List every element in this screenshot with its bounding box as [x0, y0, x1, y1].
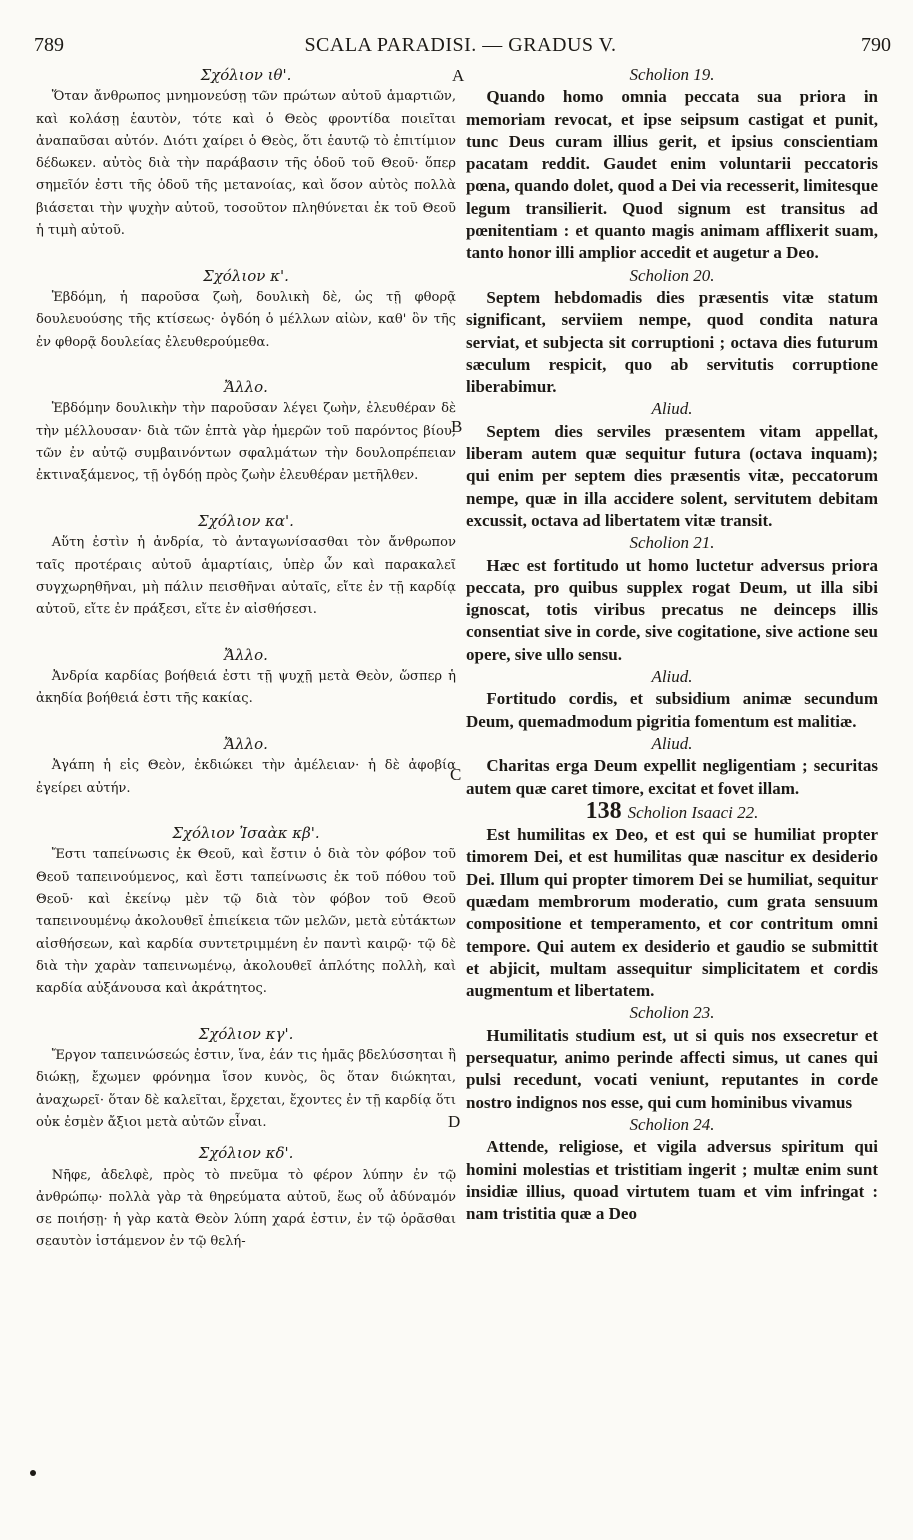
- latin-paragraph: Septem hebdomadis dies præsentis vitæ statum significant, serviiem nempe, quod condita natura serviat, et subjecta sit corruptioni ; octava dies futurum sæculum respicit, quo ab servitutis corruptione liberabimur.: [466, 287, 878, 397]
- latin-paragraph: Fortitudo cordis, et subsidium animæ secundum Deum, quemadmodum pigritia fomentum est malitiæ.: [466, 689, 878, 731]
- greek-heading: Σχόλιον κ'.: [203, 266, 289, 285]
- greek-heading: Σχόλιον ιθ'.: [200, 66, 292, 84]
- section-marker-b: B: [451, 417, 463, 436]
- greek-heading: Ἄλλο.: [224, 734, 268, 753]
- latin-heading: Scholion 19.: [629, 65, 715, 84]
- latin-heading: Scholion 20.: [629, 265, 715, 285]
- latin-paragraph: Septem dies serviles præsentem vitam appellat, liberam autem quæ sequitur futura (octava inquam); qui enim per septem dies præsentis vitæ, peccatorum nempe, quæ in illa accidere solent, servitutem debitam excussit, octava ad libertatem vitæ transit.: [466, 421, 878, 530]
- greek-paragraph: Ἑβδόμη, ἡ παροῦσα ζωὴ, δουλικὴ δὲ, ὡς τῇ φθορᾷ δουλευούσης τῆς κτίσεως· ὀγδόη ὁ μέλλων αἰὼν, καθ' ὃν τῆς ἐν φθορᾷ δουλείας ἐλευθερούμεθα.: [36, 289, 456, 350]
- bottom-dot: [30, 1470, 36, 1476]
- latin-paragraph: Humilitatis studium est, ut si quis nos exsecretur et persequatur, animo perinde affecti simus, ut canes qui pulsi recedunt, vocati veniunt, reputantes in corde nostro indignos nos esse, qui cum hominibus vivamus: [466, 1025, 878, 1112]
- greek-aliud-1: [36, 376, 456, 487]
- latin-heading: Scholion 21.: [629, 533, 715, 553]
- greek-heading: Σχόλιον κδ'.: [198, 1144, 294, 1163]
- section-marker-a: A: [452, 66, 465, 85]
- greek-paragraph: Ἔργον ταπεινώσεώς ἐστιν, ἵνα, ἐάν τις ἡμᾶς βδελύσσηται ἢ διώκῃ, ἔχωμεν φρόνημα ἴσον κυνὸς, ὃς ὅταν διώκηται, ἀναχωρεῖ· ὅταν δὲ καλεῖται, ἔρχεται, ἔχοντες ἐν τῇ καρδίᾳ ὅτι οὐκ ἐσμὲν ἄξιοι μετὰ αὐτῶν εἶναι.: [36, 1048, 456, 1130]
- latin-scholion-23: [466, 1002, 878, 1113]
- greek-scholion-20: [36, 265, 456, 354]
- latin-heading: Scholion 24.: [629, 1114, 715, 1134]
- greek-paragraph: Ὅταν ἄνθρωπος μνημονεύσῃ τῶν πρώτων αὐτοῦ ἁμαρτιῶν, καὶ κολάσῃ ἑαυτὸν, τότε καὶ ὁ Θεὸς φροντίδα ποιεῖται ἀναπαῦσαι αὐτόν. Διότι χαίρει ὁ Θεὸς, ὅτι ἑαυτῷ τὸ ἐπιτίμιον δέδωκεν. αὐτὸς διὰ τὴν παράβασιν τῆς ὁδοῦ τοῦ Θεοῦ· ὅπερ σημεῖόν ἐστι τῆς ὁδοῦ τῆς μετανοίας, καὶ ὅσον αὐτὸς πολλὰ βιάσεται τὴν ψυχὴν αὐτοῦ, τοσοῦτον πληθύνεται ἐκ τοῦ Θεοῦ ἡ τιμὴ αὐτοῦ.: [36, 89, 456, 239]
- latin-scholion-19: [466, 64, 878, 265]
- latin-aliud-1: [466, 398, 878, 532]
- latin-paragraph: Quando homo omnia peccata sua priora in memoriam revocat, et ipse seipsum castigat et punit, tunc Deus curam illius gerit, et ipsius conscientiam pacatam reddit. Gaudet enim voluntarii peccatoris pœna, quando dolet, quod a Dei via recesserit, limitesque legum transilierit. Quod signum est transitus ad pœnitentiam : et quanto magis animam afflixerit suam, tanto honor illi amplior accedit et augetur a Deo.: [466, 87, 878, 263]
- section-marker-d: D: [448, 1112, 461, 1131]
- latin-scholion-22: [466, 797, 878, 1003]
- greek-column: [36, 64, 456, 1254]
- greek-heading: Σχόλιον κα'.: [198, 511, 294, 530]
- latin-aliud-3: [466, 733, 878, 800]
- greek-scholion-21: [36, 510, 456, 621]
- page-number-right: 790: [861, 34, 891, 56]
- greek-scholion-24: [36, 1142, 456, 1253]
- greek-paragraph: Αὕτη ἐστὶν ἡ ἀνδρία, τὸ ἀνταγωνίσασθαι τὸν ἄνθρωπον ταῖς προτέραις αὐτοῦ ἁμαρτίαις, ὑπὲρ ὧν καὶ παρακαλεῖ συγχωρηθῆναι, μὴ πάλιν πεισθῆναι αὐταῖς, εἴτε ἐν τῇ καρδίᾳ αὐτοῦ, εἴτε ἐν πράξεσι, εἴτε ἐν αἰσθήσεσι.: [36, 535, 456, 618]
- greek-heading: Ἄλλο.: [224, 378, 268, 397]
- running-title: SCALA PARADISI. — GRADUS V.: [304, 34, 617, 56]
- running-header: [30, 30, 891, 64]
- latin-scholion-24: [466, 1114, 878, 1225]
- latin-paragraph: Est humilitas ex Deo, et est qui se humiliat propter timorem Dei, et est humilitas quæ nascitur ex desiderio Dei. Illum qui propter timorem Dei se humiliat, sequitur quædam membrorum moderatio, cum grata sensuum compositione et temperamento, et cor contritum omni tempore. Qui autem ex desiderio et gaudio se submittit et abjicit, multam assequitur simplicitatem et cordis augmentum et libertatem.: [466, 825, 878, 1001]
- greek-heading: Ἄλλο.: [224, 645, 268, 664]
- latin-heading: Aliud.: [651, 667, 693, 687]
- latin-scholion-20: [466, 265, 878, 399]
- greek-scholion-23: [36, 1023, 456, 1134]
- greek-heading: Σχόλιον Ἰσαὰκ κβ'.: [172, 824, 320, 843]
- latin-heading: Aliud.: [651, 399, 693, 419]
- marginal-column-number: 138: [585, 797, 622, 824]
- greek-aliud-3: [36, 733, 456, 800]
- latin-aliud-2: [466, 666, 878, 733]
- page-number-left: 789: [34, 34, 64, 56]
- latin-heading-text: Scholion Isaaci 22.: [627, 802, 759, 822]
- latin-heading: Scholion 23.: [629, 1003, 715, 1023]
- greek-paragraph: Ἀγάπη ἡ εἰς Θεὸν, ἐκδιώκει τὴν ἀμέλειαν· ἡ δὲ ἀφοβία ἐγείρει αὐτήν.: [36, 758, 456, 796]
- section-marker-c: C: [450, 765, 462, 784]
- latin-heading: [466, 797, 878, 824]
- greek-scholion-19: [36, 64, 456, 242]
- greek-heading: Σχόλιον κγ'.: [198, 1024, 294, 1043]
- greek-paragraph: Ἔστι ταπείνωσις ἐκ Θεοῦ, καὶ ἔστιν ὁ διὰ τὸν φόβον τοῦ Θεοῦ ταπεινούμενος, καὶ ἔστι ταπείνωσις ἐκ τοῦ πόθου τοῦ Θεοῦ· καὶ ἐκείνῳ μὲν τῷ διὰ τὸν φόβον τοῦ Θεοῦ ταπεινουμένῳ ἀκολουθεῖ ἐπιείκεια τῶν μελῶν, μετὰ εὐτάκτων αἰσθήσεων, καὶ καρδία συντετριμμένη ἐν παντὶ καιρῷ· τῷ δὲ διὰ τὴν χαρὰν ταπεινωμένῳ, ἀκολουθεῖ ἁπλότης πολλὴ, καὶ καρδία αὐξάνουσα καὶ ἀκράτητος.: [36, 847, 456, 997]
- greek-paragraph: Ἀνδρία καρδίας βοήθειά ἐστι τῇ ψυχῇ μετὰ Θεὸν, ὥσπερ ἡ ἀκηδία βοήθειά ἐστι τῆς κακίας.: [36, 669, 456, 707]
- latin-paragraph: Charitas erga Deum expellit negligentiam ; securitas autem quæ caret timore, excitat et fovet illam.: [466, 756, 878, 798]
- latin-paragraph: Attende, religiose, et vigila adversus spiritum qui homini molestias et tristitiam ingerit ; multæ enim sunt insidiæ illius, quoad virtutem tuam et vim infringat : nam tristitia quæ a Deo: [466, 1137, 878, 1224]
- latin-paragraph: Hæc est fortitudo ut homo luctetur adversus priora peccata, pro quibus supplex rogat Deum, ut illa sibi ignoscat, totis viribus precatus ne deinceps illis consentiat sive in corde, sive cogitatione, sive actione seu opere, sive ullo sensu.: [466, 555, 878, 664]
- greek-paragraph: Νῆφε, ἀδελφὲ, πρὸς τὸ πνεῦμα τὸ φέρον λύπην ἐν τῷ ἀνθρώπῳ· πολλὰ γὰρ τὰ θηρεύματα αὐτοῦ, ἕως οὗ ἀδύναμόν σε ποιήσῃ· ἡ γὰρ κατὰ Θεὸν λύπη χαρά ἐστιν, ἐν τῷ ὁρᾶσθαι σεαυτὸν ἱστάμενον ἐν τῷ θελή-: [36, 1167, 456, 1250]
- greek-aliud-2: [36, 644, 456, 711]
- greek-paragraph: Ἑβδόμην δουλικὴν τὴν παροῦσαν λέγει ζωὴν, ἐλευθέραν δὲ τὴν μέλλουσαν· διὰ τῶν ἑπτὰ γὰρ ἡμερῶν τοῦ παρόντος βίου, τῶν ἐν αὐτῷ συμβαινόντων σφαλμάτων τὴν δουλοπρέπειαν ἐκτιναξάμενος, τῇ ὀγδόῃ πρὸς ζωὴν ἐλευθέραν μετῆλθεν.: [36, 401, 456, 484]
- latin-heading: Aliud.: [651, 733, 693, 753]
- greek-scholion-22: [36, 822, 456, 1000]
- latin-column: [466, 64, 878, 1225]
- latin-scholion-21: [466, 532, 878, 666]
